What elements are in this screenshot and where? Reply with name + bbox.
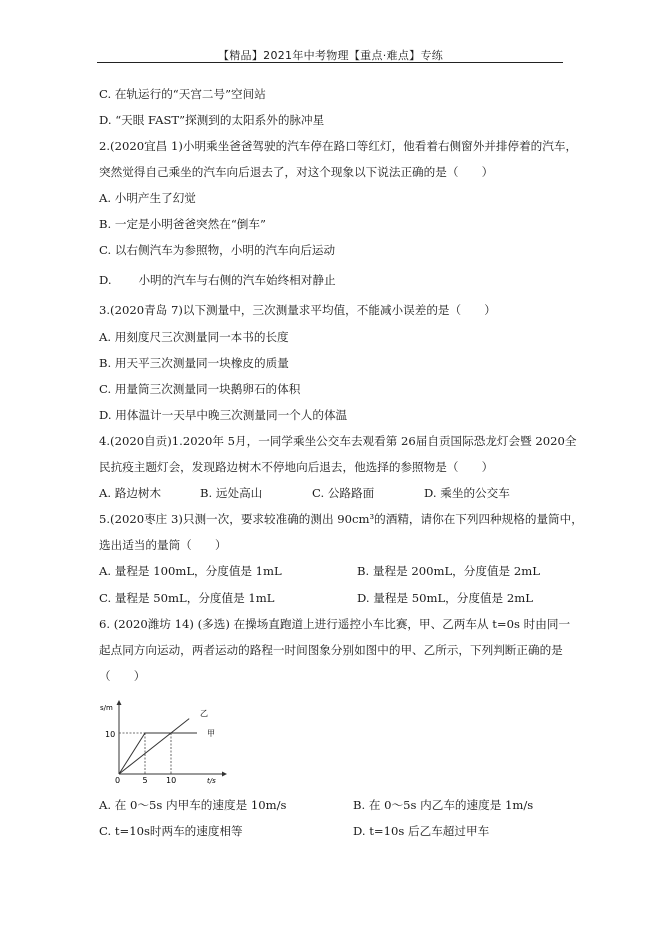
q2-stem-line2: 突然觉得自己乘坐的汽车向后退去了，对这个现象以下说法正确的是（ ）	[99, 165, 494, 179]
y-axis-label: s/m	[100, 704, 113, 712]
q3-option-a: A. 用刻度尺三次测量同一本书的长度	[99, 330, 289, 344]
q1-option-d: D. “天眼 FAST”探测到的太阳系外的脉冲星	[99, 113, 325, 127]
q3-option-c: C. 用量筒三次测量同一块鹅卵石的体积	[99, 382, 301, 396]
q2-option-c: C. 以右侧汽车为参照物，小明的汽车向后运动	[99, 243, 336, 257]
q2-stem-line1: 2.(2020宜昌 1)小明乘坐爸爸驾驶的汽车停在路口等红灯，他看着右侧窗外并排停着的汽车，	[99, 139, 578, 153]
q1-option-c: C. 在轨运行的“天宫二号”空间站	[99, 87, 266, 101]
series-label-jia: 甲	[207, 729, 215, 738]
x-tick-10: 10	[166, 776, 177, 785]
x-tick-5: 5	[142, 776, 148, 785]
series-line-jia	[119, 733, 197, 774]
q4-option-b: B. 远处高山	[200, 486, 263, 500]
q4-option-c: C. 公路路面	[312, 486, 375, 500]
q5-option-b: B. 量程是 200mL，分度值是 2mL	[357, 564, 540, 578]
q4-option-d: D. 乘坐的公交车	[424, 486, 510, 500]
q3-stem: 3.(2020青岛 7)以下测量中，三次测量求平均值，不能减小误差的是（ ）	[99, 303, 496, 317]
header-divider	[97, 62, 563, 63]
q6-option-a: A. 在 0～5s 内甲车的速度是 10m/s	[99, 798, 287, 812]
q2-option-d: D. 小明的汽车与右侧的汽车始终相对静止	[99, 273, 336, 287]
y-tick-10: 10	[105, 730, 116, 739]
q5-option-c: C. 量程是 50mL，分度值是 1mL	[99, 591, 275, 605]
q4-stem-line2: 民抗疫主题灯会，发现路边树木不停地向后退去，他选择的参照物是（ ）	[99, 460, 494, 474]
q5-option-d: D. 量程是 50mL，分度值是 2mL	[357, 591, 533, 605]
distance-time-graph	[97, 700, 232, 785]
q2-option-b: B. 一定是小明爸爸突然在“倒车”	[99, 217, 266, 231]
q6-option-b: B. 在 0～5s 内乙车的速度是 1m/s	[353, 798, 534, 812]
q5-stem-line2: 选出适当的量筒（ ）	[99, 538, 227, 552]
y-axis-arrow-icon	[117, 700, 122, 705]
page-header: 【精品】2021年中考物理【重点·难点】专练	[217, 49, 444, 62]
q6-option-c: C. t=10s时两车的速度相等	[99, 824, 243, 838]
q6-stem-line1: 6. (2020潍坊 14) (多选) 在操场直跑道上进行遥控小车比赛，甲、乙两车从 t=0s 时由同一	[99, 617, 571, 631]
x-axis-arrow-icon	[222, 772, 227, 777]
q5-stem-line1: 5.(2020枣庄 3)只测一次，要求较准确的测出 90cm³的酒精，请你在下列四种规格的量筒中，	[99, 512, 583, 526]
q2-option-a: A. 小明产生了幻觉	[99, 191, 196, 205]
q6-stem-line3: （ ）	[99, 669, 146, 683]
q4-option-a: A. 路边树木	[99, 486, 162, 500]
series-line-yi	[119, 719, 189, 774]
origin-label: 0	[115, 776, 121, 785]
q5-option-a: A. 量程是 100mL，分度值是 1mL	[99, 564, 282, 578]
x-axis-label: t/s	[207, 777, 216, 785]
q6-option-d: D. t=10s 后乙车超过甲车	[353, 824, 490, 838]
q6-stem-line2: 起点同方向运动，两者运动的路程一时间图象分别如图中的甲、乙所示，下列判断正确的是	[99, 643, 563, 657]
q4-stem-line1: 4.(2020自贡)1.2020年 5月，一同学乘坐公交车去观看第 26届自贡国际恐龙灯会暨 2020全	[99, 434, 577, 448]
q3-option-d: D. 用体温计一天早中晚三次测量同一个人的体温	[99, 408, 348, 422]
q3-option-b: B. 用天平三次测量同一块橡皮的质量	[99, 356, 289, 370]
series-label-yi: 乙	[200, 709, 208, 718]
